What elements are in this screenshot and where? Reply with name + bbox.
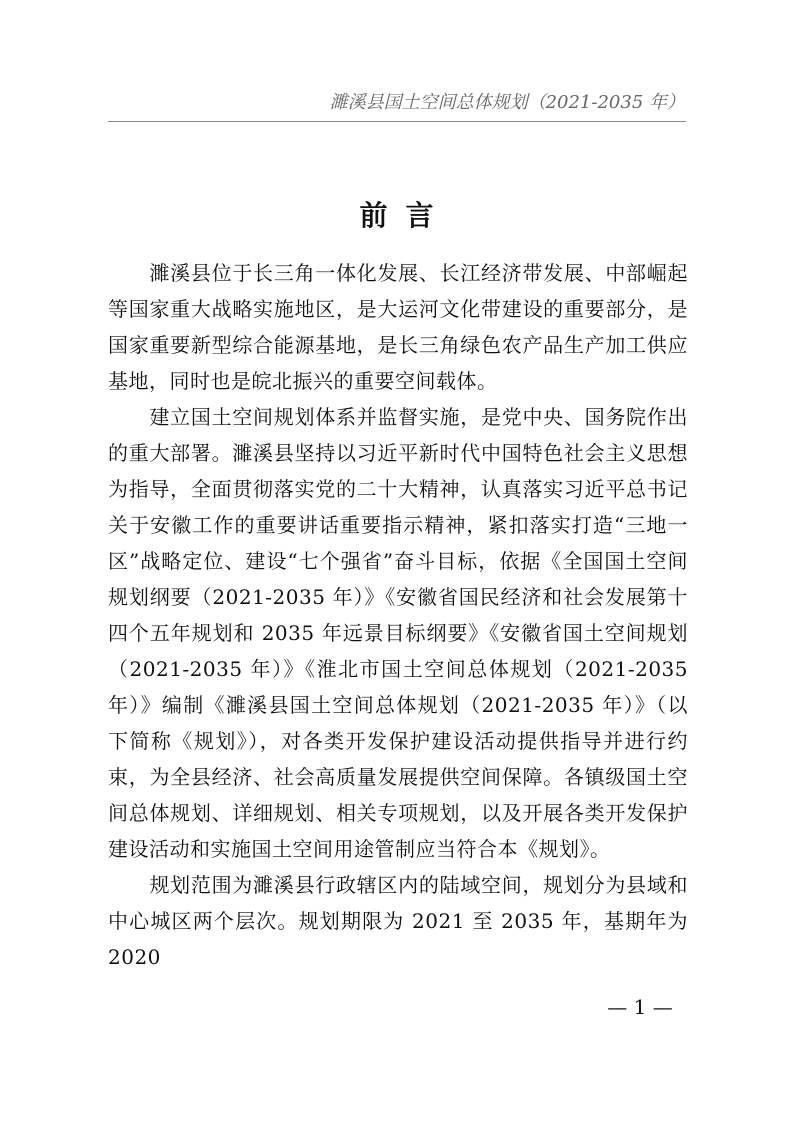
body-text	[108, 255, 688, 975]
page-number: — 1 —	[607, 995, 673, 1019]
paragraph-1: 濉溪县位于长三角一体化发展、长江经济带发展、中部崛起等国家重大战略实施地区，是大运河文化带建设的重要部分，是国家重要新型综合能源基地，是长三角绿色农产品生产加工供应基地，同时也是皖北振兴的重要空间载体。	[108, 261, 688, 393]
running-header: 濉溪县国土空间总体规划（2021-2035 年）	[329, 92, 685, 113]
page-title: 前言	[359, 198, 452, 232]
paragraph-2: 建立国土空间规划体系并监督实施，是党中央、国务院作出的重大部署。濉溪县坚持以习近平新时代中国特色社会主义思想为指导，全面贯彻落实党的二十大精神，认真落实习近平总书记关于安徽工作的重要讲话重要指示精神，紧扣落实打造“三地一区”战略定位、建设“七个强省”奋斗目标，依据《全国国土空间规划纲要（2021-2035 年）》《安徽省国民经济和社会发展第十四个五年规划和 2035 年远景目标纲要》《安徽省国土空间规划（2021-2035 年）》《淮北市国土空间总体规划（2021-2035 年）》编制《濉溪县国土空间总体规划（2021-2035 年）》（以下简称《规划》），对各类开发保护建设活动提供指导并进行约束，为全县经济、社会高质量发展提供空间保障。各镇级国土空间总体规划、详细规划、相关专项规划，以及开展各类开发保护建设活动和实施国土空间用途管制应当符合本《规划》。	[108, 405, 688, 861]
paragraph-3: 规划范围为濉溪县行政辖区内的陆域空间，规划分为县域和中心城区两个层次。规划期限为 2021 至 2035 年，基期年为 2020	[108, 873, 688, 969]
header-divider	[108, 121, 686, 122]
